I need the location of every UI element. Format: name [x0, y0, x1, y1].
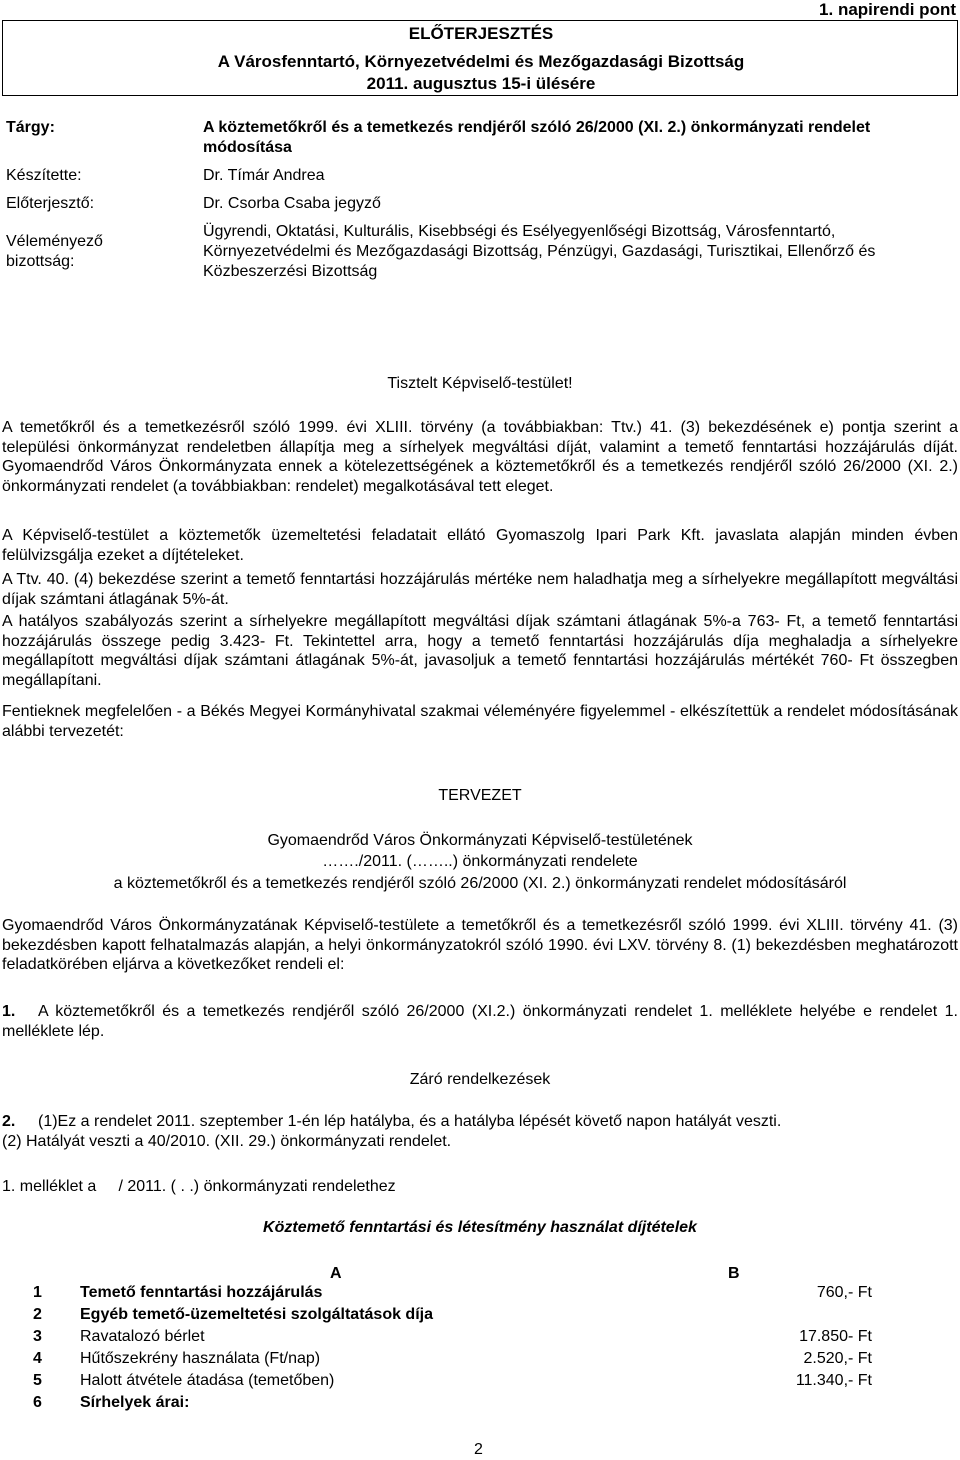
section-2-number: 2.: [2, 1113, 16, 1130]
row-number: 4: [33, 1350, 42, 1367]
row-number: 3: [33, 1328, 42, 1345]
row-number: 2: [33, 1306, 42, 1323]
fee-item-name: Sírhelyek árai:: [80, 1394, 190, 1411]
fee-item-name: Temető fenntartási hozzájárulás: [80, 1284, 323, 1301]
row-number: 6: [33, 1394, 42, 1411]
paragraph-2: A Képviselő-testület a köztemetők üzemeltetési feladatait ellátó Gyomaszolg Ipari Park Kft. javaslata alapján minden évben felülvizsgálja ezeket a díjtételeket.: [2, 527, 958, 564]
column-b-header: B: [728, 1265, 740, 1282]
section-1-number: 1.: [2, 1003, 16, 1020]
table-row: [0, 1326, 960, 1348]
meeting-date: 2011. augusztus 15-i ülésére: [366, 74, 596, 93]
subject-label: Tárgy:: [6, 119, 55, 136]
fee-item-price: 2.520,- Ft: [803, 1350, 872, 1367]
draft-subject: a köztemetőkről és a temetkezés rendjéről szóló 26/2000 (XI. 2.) önkormányzati rendelet módosításáról: [113, 875, 847, 892]
section-2-line-2: (2) Hatályát veszti a 40/2010. (XII. 29.) önkormányzati rendelet.: [2, 1133, 452, 1150]
author-value: Dr. Tímár Andrea: [203, 167, 325, 184]
fee-item-price: 760,- Ft: [816, 1284, 872, 1301]
fee-item-name: Egyéb temető-üzemeltetési szolgáltatások díja: [80, 1306, 433, 1323]
table-row: [0, 1370, 960, 1392]
fee-item-name: Hűtőszekrény használata (Ft/nap): [80, 1350, 321, 1367]
subject-value: A köztemetőkről és a temetkezés rendjéről szóló 26/2000 (XI. 2.) önkormányzati rendelet módosítása: [203, 119, 871, 156]
salutation: Tisztelt Képviselő-testület!: [387, 375, 573, 392]
row-number: 1: [33, 1284, 42, 1301]
table-row: [0, 1348, 960, 1370]
row-number: 5: [33, 1372, 42, 1389]
agenda-item-label: 1. napirendi pont: [819, 0, 956, 19]
column-a-header: A: [330, 1265, 342, 1282]
header-box: [2, 20, 958, 96]
paragraph-4: A hatályos szabályozás szerint a sírhelyekre megállapított megváltási díjak számtani átlagának 5%-a 763- Ft, a temető fenntartási hozzájárulás összege pedig 3.423- Ft. Tekintettel arra, hogy a temető fenntartási hozzájárulás díja meghaladja a sírhelyekre megállapított megváltási díjak számtani átlagának 5%-át, javasoljuk a temető fenntartási hozzájárulás mértékét 760- Ft összegben megállapítani.: [2, 613, 958, 689]
committee-name: A Városfenntartó, Környezetvédelmi és Mezőgazdasági Bizottság: [217, 52, 745, 71]
doc-type-title: ELŐTERJESZTÉS: [408, 24, 554, 43]
draft-title: TERVEZET: [438, 787, 522, 804]
paragraph-5: Fentieknek megfelelően - a Békés Megyei Kormányhivatal szakmai véleményére figyelemmel - elkészítettük a rendelet módosításának alábbi tervezetét:: [2, 703, 958, 740]
presenter-value: Dr. Csorba Csaba jegyző: [203, 195, 381, 212]
fee-item-name: Halott átvétele átadása (temetőben): [80, 1372, 335, 1389]
page-number: 2: [474, 1441, 483, 1458]
section-2-line-1: (1)Ez a rendelet 2011. szeptember 1-én lép hatályba, és a hatályba lépését követő napon hatályát veszti.: [38, 1113, 782, 1130]
closing-provisions-title: Záró rendelkezések: [409, 1071, 551, 1088]
annex-title: Köztemető fenntartási és létesítmény használat díjtételek: [263, 1219, 697, 1236]
author-label: Készítette:: [6, 167, 82, 184]
draft-issuer: Gyomaendrőd Város Önkormányzati Képviselő-testületének: [267, 832, 693, 849]
table-row: [0, 1304, 960, 1326]
draft-preamble: Gyomaendrőd Város Önkormányzatának Képviselő-testülete a temetőkről és a temetkezésről szóló 1999. évi XLIII. törvény 41. (3) bekezdésben kapott felhatalmazás alapján, a helyi önkormányzatokról szóló 1990. évi LXV. törvény 8. (1) bekezdésben meghatározott feladatkörében eljárva a következőket rendeli el:: [2, 917, 958, 973]
fee-item-name: Ravatalozó bérlet: [80, 1328, 205, 1345]
section-1-text: A köztemetőkről és a temetkezés rendjéről szóló 26/2000 (XI.2.) önkormányzati rendelet 1. melléklete helyébe e rendelet 1. melléklete lép.: [2, 1003, 958, 1040]
table-row: [0, 1392, 960, 1414]
presenter-label: Előterjesztő:: [6, 195, 95, 212]
paragraph-1: A temetőkről és a temetkezésről szóló 1999. évi XLIII. törvény (a továbbiakban: Ttv.) 41. (3) bekezdésének e) pontja szerint a települési önkormányzat rendeletben állapítja meg a sírhelyek megváltási díját, valamint a temető fenntartási hozzájárulás díját. Gyomaendrőd Város Önkormányzata ennek a kötelezettségének a köztemetőkről és a temetkezés rendjéről szóló 26/2000 (XI. 2.) önkormányzati rendelet (a továbbiakban: rendelet) megalkotásával tett eleget.: [2, 419, 958, 495]
fee-item-price: 17.850- Ft: [799, 1328, 872, 1345]
table-row: [0, 1282, 960, 1304]
paragraph-3: A Ttv. 40. (4) bekezdése szerint a temető fenntartási hozzájárulás mértéke nem haladhatja meg a sírhelyekre megállapított megváltási díjak számtani átlagának 5%-át.: [2, 571, 958, 608]
draft-number: ……./2011. (……..) önkormányzati rendelete: [322, 853, 638, 870]
annex-reference: 1. melléklet a / 2011. ( . .) önkormányzati rendelethez: [2, 1178, 396, 1195]
fee-item-price: 11.340,- Ft: [795, 1372, 872, 1389]
reviewer-label: Véleményező bizottság:: [6, 233, 103, 270]
reviewer-value: Ügyrendi, Oktatási, Kulturális, Kisebbségi és Esélyegyenlőségi Bizottság, Városfenntartó, Környezetvédelmi és Mezőgazdasági Bizottság, Pénzügyi, Gazdasági, Turisztikai, Ellenőrző és Közbeszerzési Bizottság: [203, 223, 876, 280]
